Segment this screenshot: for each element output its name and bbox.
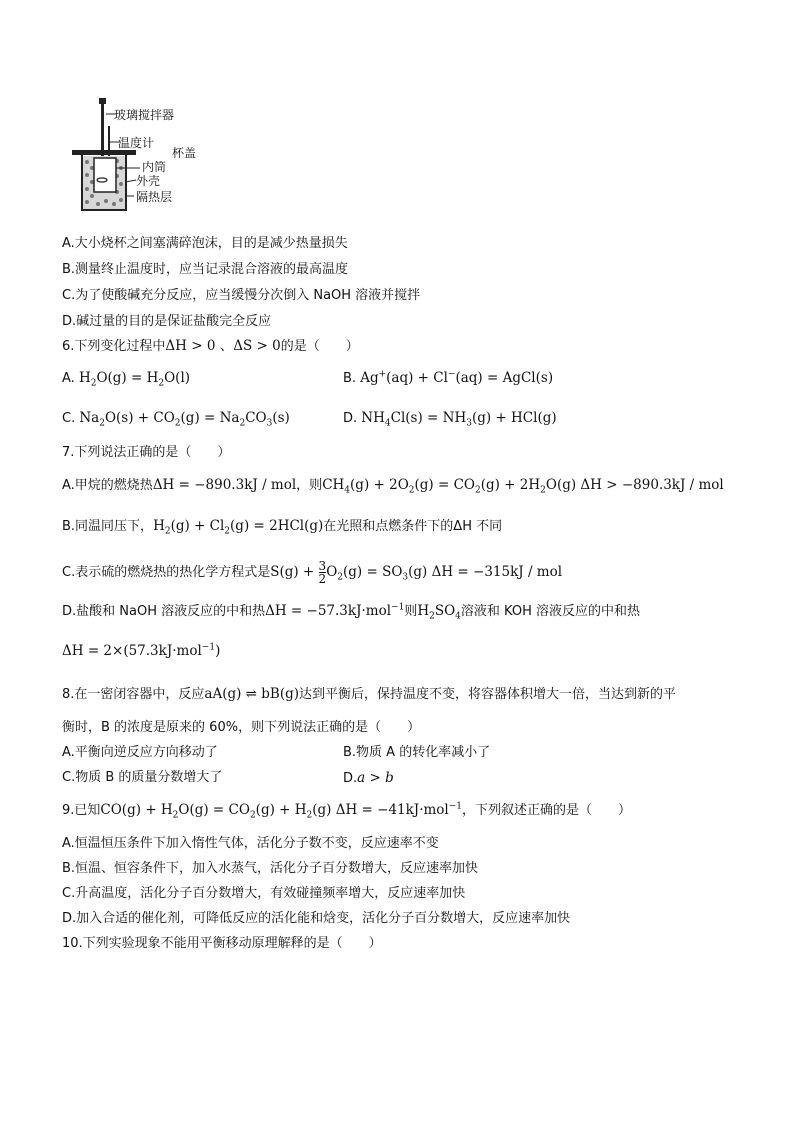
q7-option-d: D.盐酸和 NaOH 溶液反应的中和热ΔH = −57.3kJ·mol$^{-1}$则$H_2SO_4$溶液和 KOH 溶液反应的中和热 <box>62 602 640 622</box>
q5-option-b: B.测量终止温度时，应当记录混合溶液的最高温度 <box>62 262 349 277</box>
q6-option-d: D. $NH_4Cl(s) = NH_3(g) + HCl(g)$ <box>343 410 557 429</box>
q9-option-b: B.恒温、恒容条件下，加入水蒸气，活化分子百分数增大，反应速率加快 <box>62 861 479 876</box>
q8-option-d: D.a > b <box>343 770 394 786</box>
label-stirrer: 玻璃搅拌器 <box>114 108 175 122</box>
q9-stem: 9.已知$CO(g) + H_2O(g) = CO_2(g) + H_2(g) \Delta H = -41kJ\cdot mol^{-1}$，下列叙述正确的是（ ） <box>62 801 632 821</box>
q9-option-c: C.升高温度，活化分子百分数增大，有效碰撞频率增大，反应速率加快 <box>62 886 466 901</box>
label-outer: 外壳 <box>136 174 161 188</box>
q8-stem-line2: 衡时，B 的浓度是原来的 60%，则下列说法正确的是（ ） <box>62 720 421 735</box>
q6-option-b: B. Ag+(aq) + Cl−(aq) = AgCl(s) <box>343 369 554 386</box>
q8-stem: 8.在一密闭容器中，反应aA(g) ⇌ bB(g)达到平衡后，保持温度不变，将容器体积增大一倍，当达到新的平 <box>62 686 677 702</box>
q9-option-a: A.恒温恒压条件下加入惰性气体，活化分子数不变，反应速率不变 <box>62 836 439 851</box>
inner-cylinder <box>94 158 116 192</box>
q6-condition: ΔH > 0 、ΔS > 0 <box>165 338 281 354</box>
q8-option-c: C.物质 B 的质量分数增大了 <box>62 770 223 785</box>
q5-option-a: A.大小烧杯之间塞满碎泡沫，目的是减少热量损失 <box>62 236 348 251</box>
q9-option-d: D.加入合适的催化剂，可降低反应的活化能和焓变，活化分子百分数增大，反应速率加快 <box>62 911 571 926</box>
q10-stem: 10.下列实验现象不能用平衡移动原理解释的是（ ） <box>62 936 382 951</box>
q5-option-c: C.为了使酸碱充分反应，应当缓慢分次倒入 NaOH 溶液并搅拌 <box>62 288 421 303</box>
q7-option-b: B.同温同压下，$H_2(g) + Cl_2(g) = 2HCl(g)$在光照和点燃条件下的ΔH 不同 <box>62 518 503 537</box>
label-insulation: 隔热层 <box>136 190 173 204</box>
stirrer-top <box>99 98 106 104</box>
q6-stem: 6.下列变化过程中ΔH > 0 、ΔS > 0的是（ ） <box>62 338 359 354</box>
lid <box>72 150 136 155</box>
q7-option-d-cont: ΔH = 2×(57.3kJ·mol$^{-1}$) <box>62 642 221 659</box>
q6-option-a: A. $H_2O(g) = H_2O(l)$ <box>62 370 191 389</box>
calorimeter-figure <box>68 96 248 216</box>
label-inner: 内筒 <box>142 160 167 174</box>
q7-option-c: C.表示硫的燃烧热的热化学方程式是S(g) + $\frac{3}{2}$ $O_2(g) = SO_3(g) \Delta H = -315kJ$ / mol <box>62 559 563 586</box>
q8-option-b: B.物质 A 的转化率减小了 <box>343 745 491 760</box>
q8-option-a: A.平衡向逆反应方向移动了 <box>62 745 218 760</box>
q6-option-c: C. $Na_2O(s) + CO_2(g) = Na_2CO_3(s)$ <box>62 410 290 429</box>
label-lid: 杯盖 <box>172 146 197 160</box>
label-thermometer: 温度计 <box>118 136 155 150</box>
q7-option-a: A.甲烷的燃烧热ΔH = −890.3kJ / mol，则$CH_4(g) + 2O_2(g) = CO_2(g) + 2H_2O(g) \Delta H > -890.3kJ$ / mol <box>62 477 724 496</box>
q5-option-d: D.碱过量的目的是保证盐酸完全反应 <box>62 314 272 329</box>
q7-stem: 7.下列说法正确的是（ ） <box>62 445 231 460</box>
